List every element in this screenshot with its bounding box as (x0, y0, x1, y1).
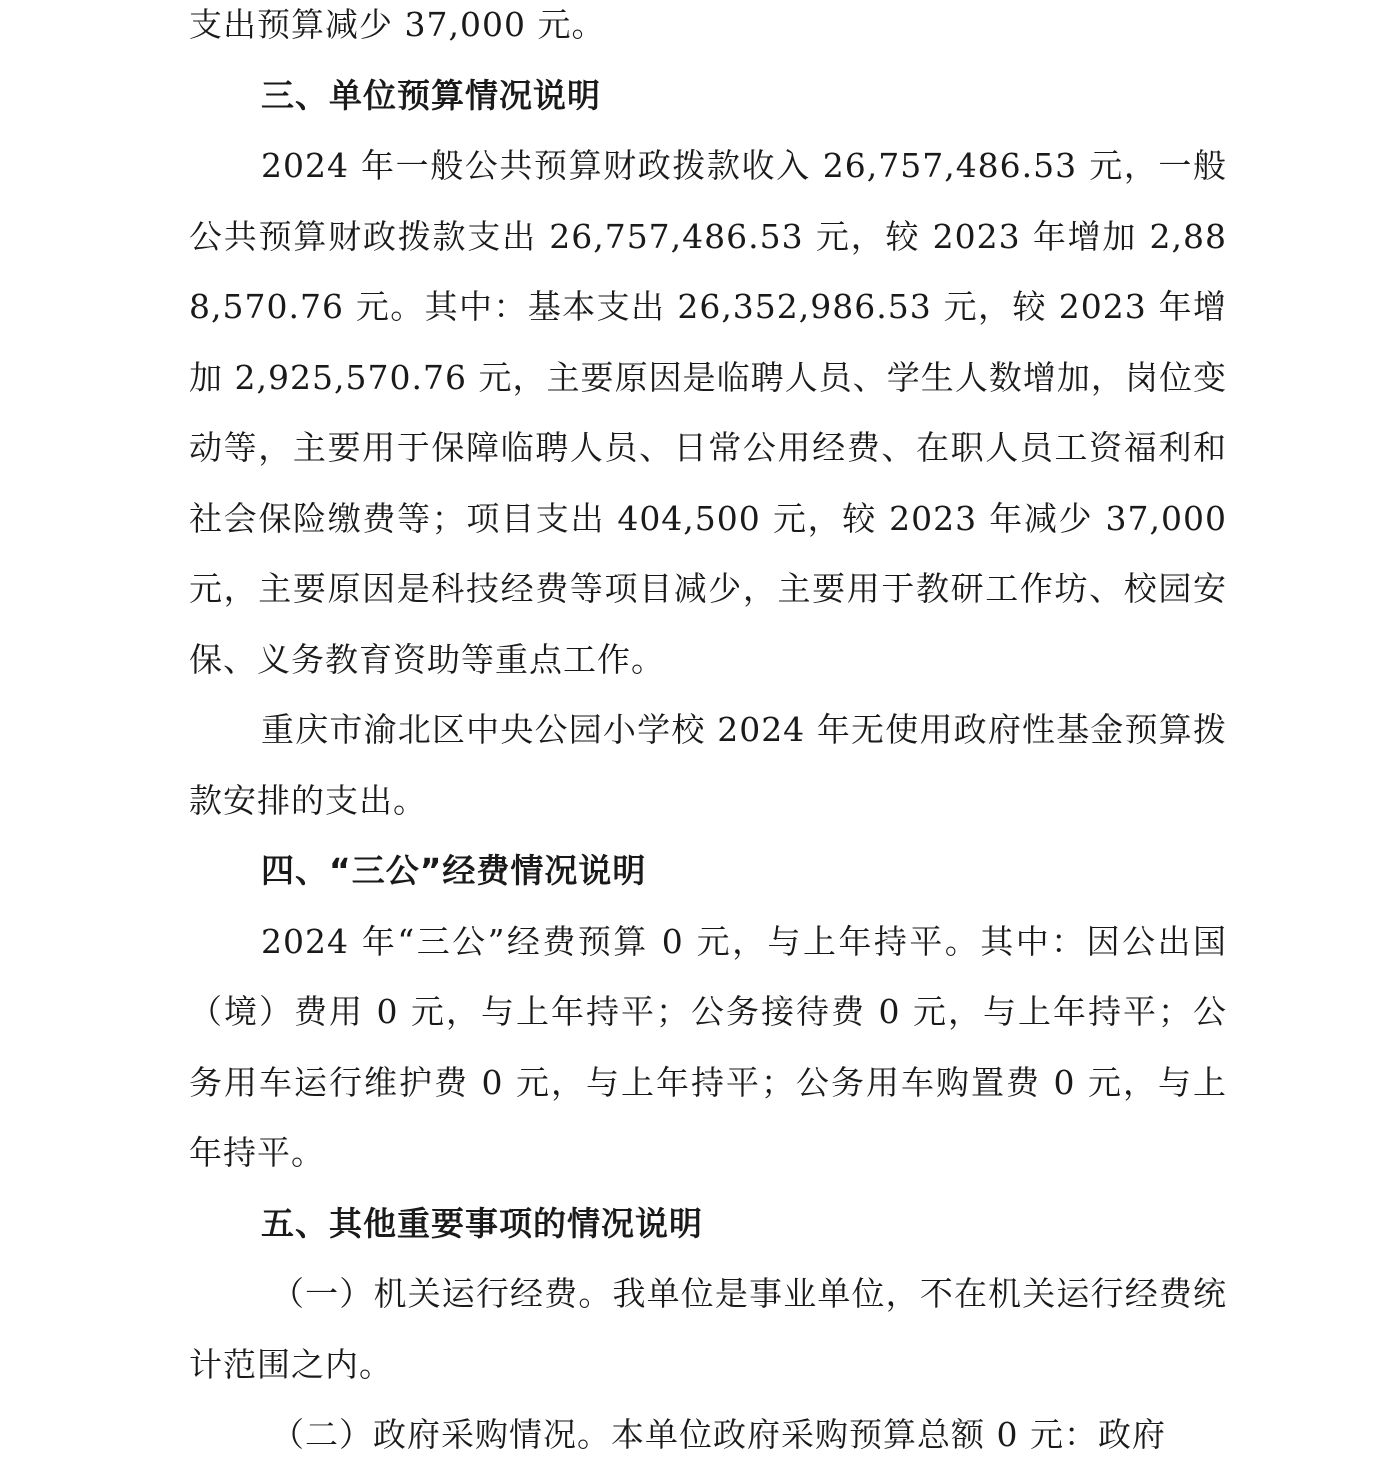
paragraph-general-budget: 2024 年一般公共预算财政拨款收入 26,757,486.53 元，一般公共预算财政拨款支出 26,757,486.53 元，较 2023 年增加 2,888,570.76 元。其中：基本支出 26,352,986.53 元，较 2023 年增加 2,925,570.76 元，主要原因是临聘人员、学生人数增加，岗位变动等，主要用于保障临聘人员、日常公用经费、在职人员工资福利和社会保险缴费等；项目支出 404,500 元，较 2023 年减少 37,000 元，主要原因是科技经费等项目减少，主要用于教研工作坊、校园安保、义务教育资助等重点工作。 (189, 146, 1227, 679)
heading-three-public-expenses: 四、“三公”经费情况说明 (261, 851, 647, 890)
heading-unit-budget: 三、单位预算情况说明 (261, 75, 601, 115)
paragraph-three-public-expenses: 2024 年“三公”经费预算 0 元，与上年持平。其中：因公出国（境）费用 0 元，与上年持平；公务接待费 0 元，与上年持平；公务用车运行维护费 0 元，与上年持平；公务用车购置费 0 元，与上年持平。 (189, 921, 1227, 1172)
heading-other-matters: 五、其他重要事项的情况说明 (261, 1203, 703, 1243)
document-page (189, 0, 1227, 1471)
paragraph-government-fund: 重庆市渝北区中央公园小学校 2024 年无使用政府性基金预算拨款安排的支出。 (189, 710, 1227, 820)
paragraph-government-procurement: （二）政府采购情况。本单位政府采购预算总额 0 元：政府 (271, 1415, 1166, 1454)
paragraph-budget-continuation: 支出预算减少 37,000 元。 (189, 5, 606, 44)
paragraph-operating-expenses: （一）机关运行经费。我单位是事业单位，不在机关运行经费统计范围之内。 (189, 1274, 1227, 1384)
